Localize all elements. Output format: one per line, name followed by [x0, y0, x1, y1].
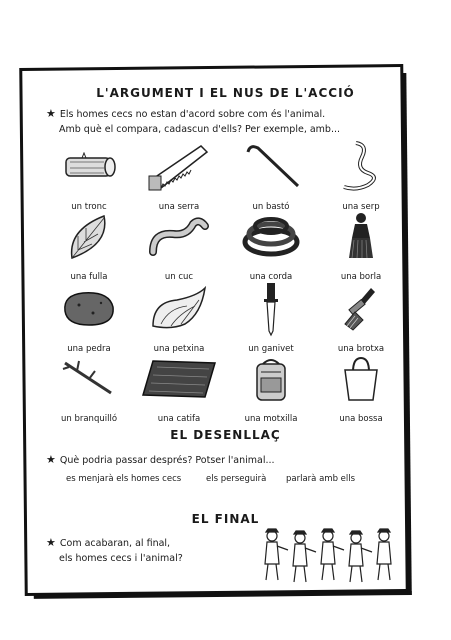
bag-icon	[339, 354, 383, 404]
option-1: es menjarà els homes cecs	[66, 474, 182, 484]
knife-icon	[261, 281, 281, 337]
item-label: una serp	[342, 202, 380, 212]
item-shell	[134, 282, 224, 354]
brush-icon	[341, 284, 381, 334]
saw-icon	[147, 140, 211, 194]
section-title-argument: L'ARGUMENT I EL NUS DE L'ACCIÓ	[96, 86, 355, 100]
item-label: una borla	[340, 272, 382, 282]
item-label: un tronc	[71, 202, 107, 212]
twig-icon	[59, 357, 119, 401]
tassel-icon	[346, 210, 376, 264]
item-label: un branquilló	[60, 414, 118, 424]
option-3: parlarà amb ells	[286, 474, 356, 484]
item-knife	[226, 282, 316, 354]
item-rug	[134, 352, 224, 424]
item-snake	[316, 140, 406, 212]
item-label: una fulla	[70, 272, 108, 282]
question-2	[46, 452, 275, 468]
question-1-line1: Els homes cecs no estan d'acord sobre com és l'animal.	[59, 109, 326, 120]
item-twig	[44, 352, 134, 424]
section-title-desenllac: EL DESENLLAÇ	[170, 428, 281, 442]
item-label: un cuc	[164, 272, 194, 282]
question-3-line2: els homes cecs i l'animal?	[59, 553, 183, 564]
item-label: una pedra	[67, 344, 111, 354]
item-cane	[226, 140, 316, 212]
item-label: una petxina	[153, 344, 205, 354]
backpack-icon	[249, 354, 293, 404]
item-label: una bossa	[339, 414, 383, 424]
leaf-icon	[64, 210, 114, 264]
item-label: una brotxa	[337, 344, 385, 354]
item-label: una corda	[249, 272, 293, 282]
item-log	[44, 140, 134, 212]
rug-icon	[139, 357, 219, 401]
item-worm	[134, 210, 224, 282]
cane-icon	[236, 140, 306, 194]
question-1-line2: Amb què el compara, cadascun d'ells? Per exemple, amb...	[59, 124, 341, 135]
item-leaf	[44, 210, 134, 282]
star-icon: ★	[46, 536, 56, 549]
log-icon	[60, 152, 118, 182]
question-3	[46, 535, 183, 566]
snake-icon	[336, 139, 386, 195]
star-icon: ★	[46, 453, 56, 466]
item-brush	[316, 282, 406, 354]
rope-icon	[238, 212, 304, 262]
worm-icon	[147, 212, 211, 262]
star-icon: ★	[46, 107, 56, 120]
question-1	[46, 106, 340, 137]
item-backpack	[226, 352, 316, 424]
section-title-final: EL FINAL	[191, 512, 260, 526]
item-label: una motxilla	[244, 414, 298, 424]
item-rope	[226, 210, 316, 282]
stone-icon	[59, 287, 119, 331]
option-2: els perseguirà	[206, 474, 267, 484]
item-stone	[44, 282, 134, 354]
item-label: un bastó	[252, 202, 290, 212]
question-2-text: Què podria passar després? Potser l'animal...	[59, 455, 275, 466]
item-bag	[316, 352, 406, 424]
shell-icon	[147, 284, 211, 334]
item-label: una catifa	[157, 414, 201, 424]
item-saw	[134, 140, 224, 212]
item-label: una serra	[158, 202, 200, 212]
question-3-line1: Com acabaran, al final,	[59, 538, 171, 549]
item-label: un ganivet	[248, 344, 294, 354]
blind-men-illustration	[254, 524, 404, 586]
item-tassel	[316, 210, 406, 282]
